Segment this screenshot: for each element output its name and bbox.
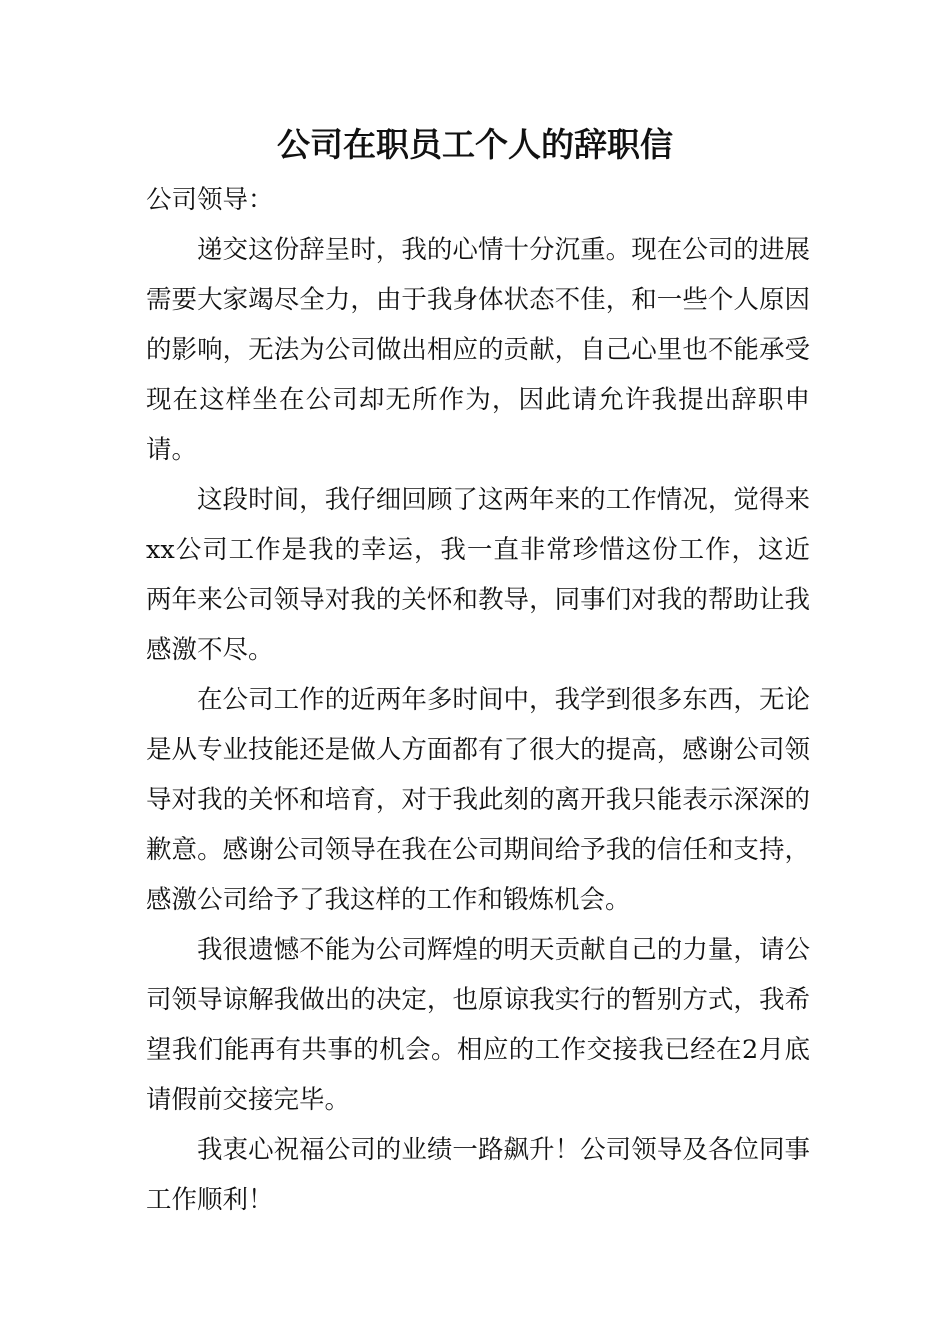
- paragraph-4: 我很遗憾不能为公司辉煌的明天贡献自己的力量，请公司领导谅解我做出的决定，也原谅我实行的暂别方式，我希望我们能再有共事的机会。相应的工作交接我已经在2月底请假前交接完毕。: [146, 935, 810, 1115]
- salutation: 公司领导：: [146, 185, 274, 215]
- paragraph-1: 递交这份辞呈时，我的心情十分沉重。现在公司的进展需要大家竭尽全力，由于我身体状态不佳，和一些个人原因的影响，无法为公司做出相应的贡献，自己心里也不能承受现在这样坐在公司却无所作为，因此请允许我提出辞职申请。: [146, 235, 810, 465]
- document-title: 公司在职员工个人的辞职信: [277, 125, 673, 164]
- paragraph-3: 在公司工作的近两年多时间中，我学到很多东西，无论是从专业技能还是做人方面都有了很大的提高，感谢公司领导对我的关怀和培育，对于我此刻的离开我只能表示深深的歉意。感谢公司领导在我在公司期间给予我的信任和支持，感激公司给予了我这样的工作和锻炼机会。: [146, 685, 810, 915]
- letter-body: [146, 175, 810, 1225]
- paragraph-5: 我衷心祝福公司的业绩一路飙升！公司领导及各位同事工作顺利！: [146, 1135, 810, 1215]
- paragraph-2: 这段时间，我仔细回顾了这两年来的工作情况，觉得来xx公司工作是我的幸运，我一直非常珍惜这份工作，这近两年来公司领导对我的关怀和教导，同事们对我的帮助让我感激不尽。: [146, 485, 810, 665]
